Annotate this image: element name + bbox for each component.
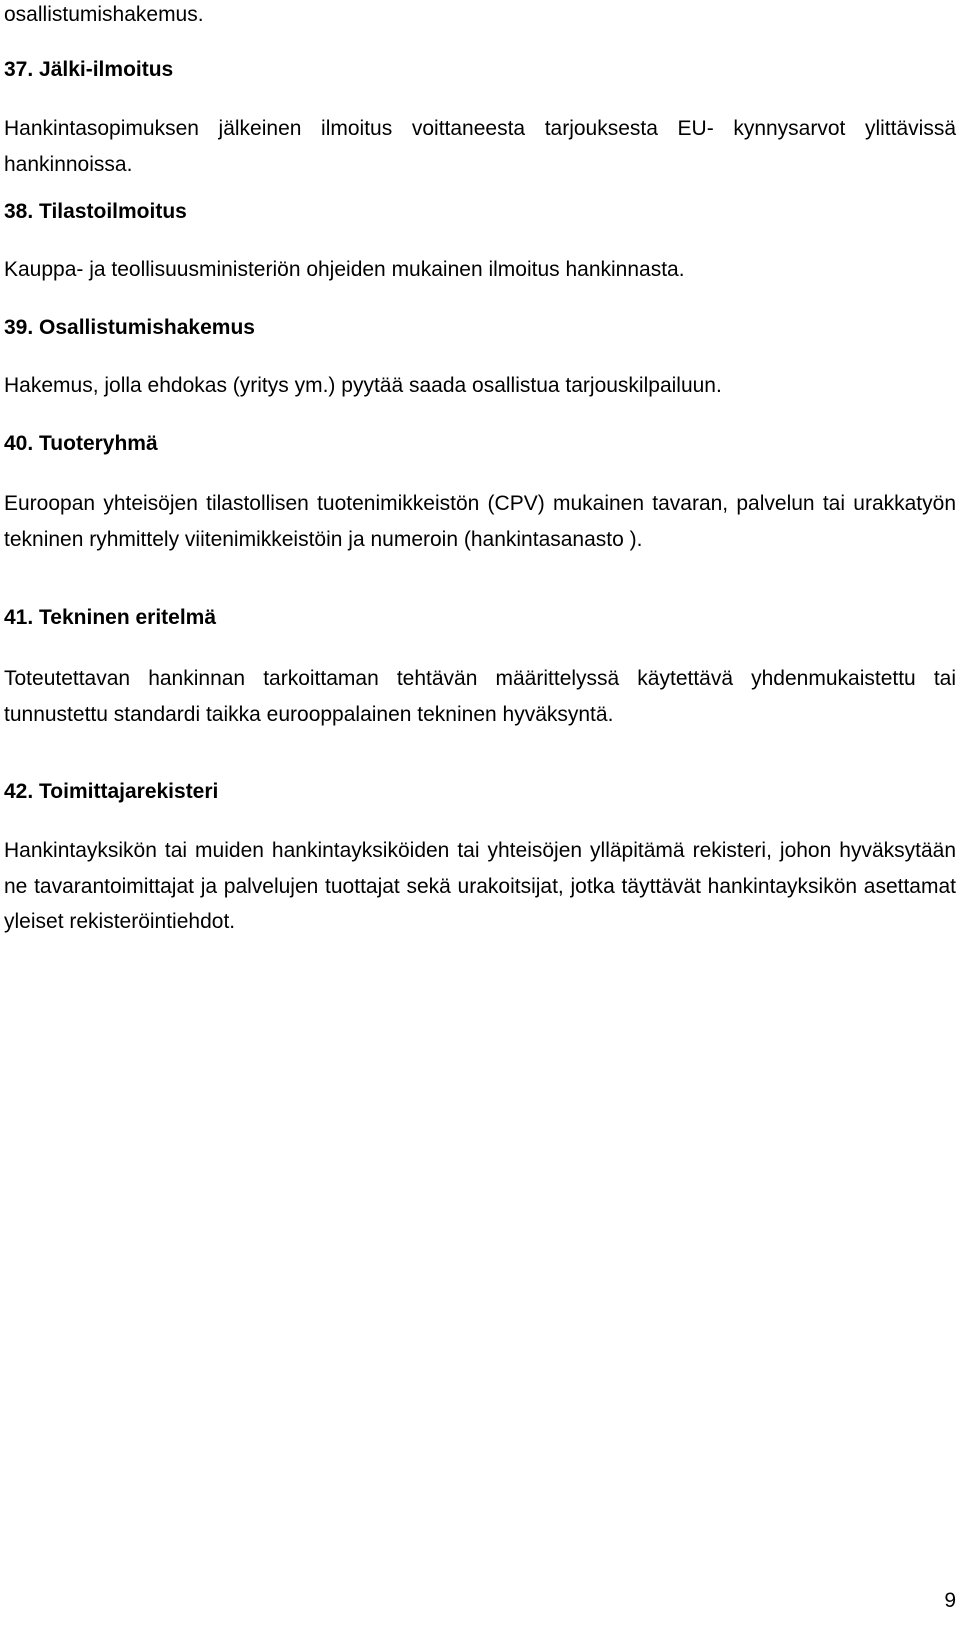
section-body-38: Kauppa- ja teollisuusministeriön ohjeiden mukainen ilmoitus hankinnasta. [4, 258, 685, 281]
continuation-text: osallistumishakemus. [4, 3, 204, 26]
section-heading-42: 42. Toimittajarekisteri [4, 780, 219, 803]
section-body-40: Euroopan yhteisöjen tilastollisen tuotenimikkeistön (CPV) mukainen tavaran, palvelun tai urakkatyön tekninen ryhmittely viitenimikkeistöin ja numeroin (hankintasanasto ). [4, 492, 956, 551]
section-heading-40: 40. Tuoteryhmä [4, 432, 158, 455]
page-number: 9 [944, 1589, 956, 1612]
section-heading-41: 41. Tekninen eritelmä [4, 606, 217, 629]
section-heading-38: 38. Tilastoilmoitus [4, 200, 187, 223]
section-heading-39: 39. Osallistumishakemus [4, 316, 255, 339]
section-heading-37: 37. Jälki-ilmoitus [4, 58, 174, 81]
section-body-39: Hakemus, jolla ehdokas (yritys ym.) pyytää saada osallistua tarjouskilpailuun. [4, 374, 722, 397]
section-body-42: Hankintayksikön tai muiden hankintayksiköiden tai yhteisöjen ylläpitämä rekisteri, johon hyväksytään ne tavarantoimittajat ja palvelujen tuottajat sekä urakoitsijat, jotka täyttävät hankintayksikön asettamat yleiset rekisteröintiehdot. [4, 839, 956, 933]
section-body-37: Hankintasopimuksen jälkeinen ilmoitus voittaneesta tarjouksesta EU- kynnysarvot ylittävissä hankinnoissa. [4, 117, 956, 176]
section-body-41: Toteutettavan hankinnan tarkoittaman tehtävän määrittelyssä käytettävä yhdenmukaistettu tai tunnustettu standardi taikka eurooppalainen tekninen hyväksyntä. [4, 667, 956, 726]
